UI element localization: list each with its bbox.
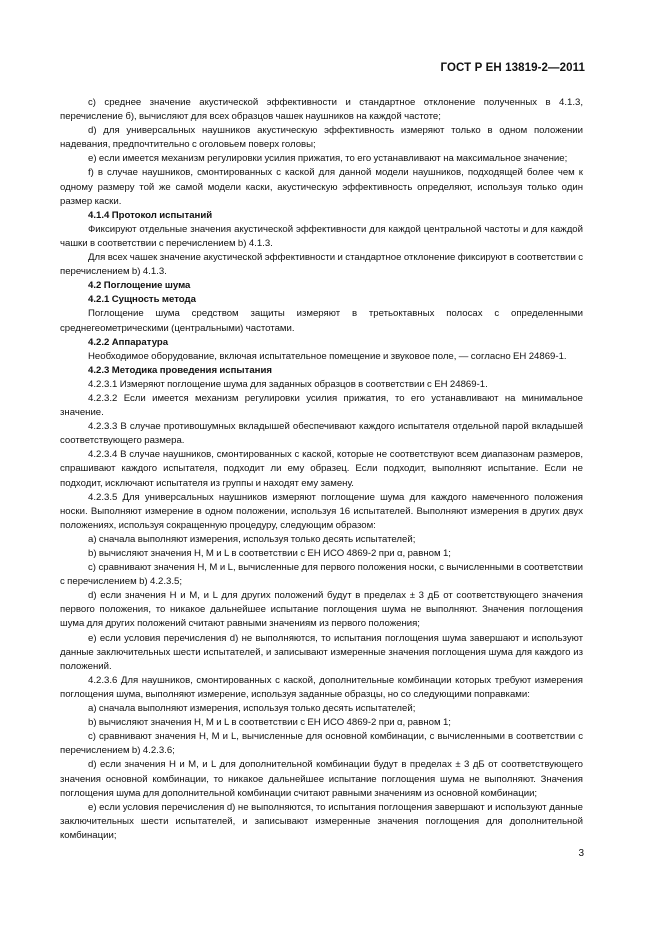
list-item: e) если условия перечисления d) не выполняются, то испытания поглощения шума завершают и используют данные заключительных шести испытателей, и записывают измеренные значения поглощения шума для каждого из положений. — [60, 632, 583, 672]
document-body — [60, 96, 583, 843]
paragraph: 4.2.3.5 Для универсальных наушников измеряют поглощение шума для каждого намеченного положения носки. Выполняют измерение в одном положении, используя 16 испытателей. Выполняют измерения в других двух положениях, используя сокращенную процедуру, следующим образом: — [60, 491, 583, 531]
section-heading: 4.2 Поглощение шума — [88, 280, 191, 292]
paragraph: 4.2.3.6 Для наушников, смонтированных с каской, дополнительные комбинации которых требуют измерения поглощения шума, выполняют измерение, используя заданные образцы, но со следующими поправками: — [60, 674, 583, 700]
section-heading: 4.2.3 Методика проведения испытания — [88, 364, 272, 376]
paragraph: Поглощение шума средством защиты измеряют в третьоктавных полосах с определенными среднегеометрическими (центральными) частотами. — [60, 308, 583, 334]
list-item: d) если значения H и M, и L для дополнительной комбинации будут в пределах ± 3 дБ от соответствующего значения основной комбинации, то никакое дальнейшее испытание поглощения шума не выполняют. Значения поглощения шума для дополнительной комбинации считают равными значениям из основной комбинации; — [60, 759, 583, 799]
paragraph: c) среднее значение акустической эффективности и стандартное отклонение полученных в 4.1.3, перечисление б), вычисляют для всех образцов чашек наушников на каждой частоте; — [60, 97, 583, 123]
list-item: d) если значения H и M, и L для других положений будут в пределах ± 3 дБ от соответствующего значения первого положения, то никакое дальнейшее испытание поглощения шума не выполняют. Значения поглощения шума для других положений считают равными значениям из первого положения; — [60, 590, 583, 630]
paragraph: f) в случае наушников, смонтированных с каской для данной модели наушников, подходящей более чем к одному размеру той же самой модели каски, акустическую эффективность определяют, используя только один размер каски. — [60, 167, 583, 207]
list-item: b) вычисляют значения H, M и L в соответствии с ЕН ИСО 4869-2 при α, равном 1; — [88, 717, 451, 729]
list-item: c) сравнивают значения H, M и L, вычисленные для основной комбинации, с вычисленными в соответствии с перечислением b) 4.2.3.6; — [60, 731, 583, 757]
section-heading: 4.1.4 Протокол испытаний — [88, 209, 213, 221]
paragraph: 4.2.3.1 Измеряют поглощение шума для заданных образцов в соответствии с ЕН 24869-1. — [88, 378, 488, 390]
paragraph: e) если имеется механизм регулировки усилия прижатия, то его устанавливают на максимальное значение; — [88, 153, 568, 165]
section-heading: 4.2.1 Сущность метода — [88, 294, 196, 306]
paragraph: 4.2.3.4 В случае наушников, смонтированных с каской, которые не соответствуют всем диапазонам размеров, спрашивают каждого испытателя, подходит ли ему образец. Если подходит, выполняют испытание. Если не подходит, исключают испытателя из группы и находят ему замену. — [60, 449, 583, 489]
list-item: e) если условия перечисления d) не выполняются, то испытания поглощения завершают и используют данные заключительных шести испытателей, и записывают измеренные значения поглощения для дополнительной комбинации; — [60, 801, 583, 841]
list-item: b) вычисляют значения H, M и L в соответствии с ЕН ИСО 4869-2 при α, равном 1; — [88, 548, 451, 559]
list-item: a) сначала выполняют измерения, используя только десять испытателей; — [88, 703, 416, 715]
document-header: ГОСТ Р ЕН 13819-2—2011 — [440, 62, 585, 74]
section-heading: 4.2.2 Аппаратура — [88, 336, 169, 348]
paragraph: d) для универсальных наушников акустическую эффективность измеряют только в одном положении надевания, предпочтительно с оголовьем поверх головы; — [60, 125, 583, 151]
paragraph: Для всех чашек значение акустической эффективности и стандартное отклонение фиксируют в соответствии с перечислением b) 4.1.3. — [60, 252, 583, 278]
paragraph: Необходимое оборудование, включая испытательное помещение и звуковое поле, — согласно ЕН 24869-1. — [88, 350, 567, 362]
list-item: a) сначала выполняют измерения, используя только десять испытателей; — [88, 533, 416, 545]
paragraph: Фиксируют отдельные значения акустической эффективности для каждой центральной частоты и для каждой чашки в соответствии с перечислением b) 4.1.3. — [60, 223, 583, 249]
page-number: 3 — [578, 848, 584, 859]
list-item: c) сравнивают значения H, M и L, вычисленные для первого положения носки, с вычисленными в соответствии с перечислением b) 4.2.3.5; — [60, 562, 583, 588]
paragraph: 4.2.3.3 В случае противошумных вкладышей обеспечивают каждого испытателя отдельной парой вкладышей соответствующего размера. — [60, 421, 583, 447]
paragraph: 4.2.3.2 Если имеется механизм регулировки усилия прижатия, то его устанавливают на минимальное значение. — [60, 392, 583, 419]
